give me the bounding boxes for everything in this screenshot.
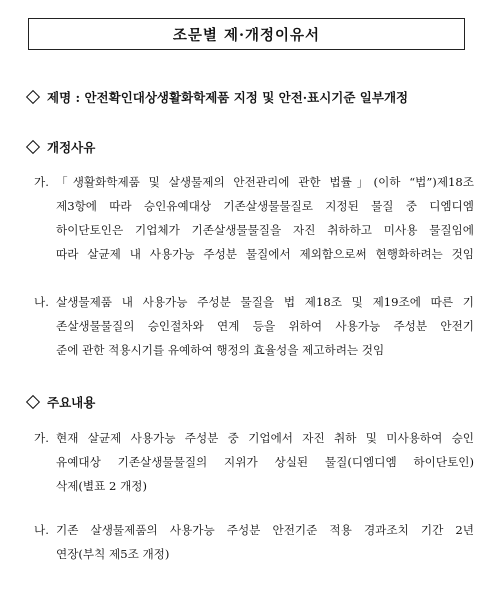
item-line: 유예대상 기존살생물물질의 지위가 상실된 물질(디엠디엠 하이단토인) — [56, 455, 474, 469]
document-title: 조문별 제·개정이유서 — [172, 26, 321, 44]
contents-heading-label: 주요내용 — [47, 395, 96, 410]
item-line: 준에 관한 적용시기를 유예하여 행정의 효율성을 제고하려는 것임 — [56, 343, 385, 357]
document-title-box — [28, 18, 465, 50]
diamond-bullet-icon — [26, 90, 40, 104]
item-line: 존살생물물질의 승인절차와 연계 등을 위하여 사용가능 주성분 안전기 — [56, 319, 474, 333]
item-marker: 나. — [34, 295, 49, 309]
item-line: 따라 살균제 내 사용가능 주성분 물질에서 제외함으로써 현행화하려는 것임 — [56, 247, 474, 261]
item-line: 연장(부칙 제5조 개정) — [56, 547, 170, 561]
contents-heading — [26, 393, 95, 411]
item-line: 하이단토인은 기업체가 기존살생물물질을 자진 취하하고 미사용 물질임에 — [56, 223, 474, 237]
item-marker: 가. — [34, 431, 49, 445]
item-line: 현재 살균제 사용가능 주성분 중 기업에서 자진 취하 및 미사용하여 승인 — [56, 431, 474, 445]
item-line: 「생활화학제품 및 살생물제의 안전관리에 관한 법률」(이하 “법”)제18조 — [56, 175, 474, 189]
item-line: 살생물제품 내 사용가능 주성분 물질을 법 제18조 및 제19조에 따른 기 — [56, 295, 474, 309]
diamond-bullet-icon — [26, 140, 40, 154]
item-line: 삭제(별표 2 개정) — [56, 479, 147, 493]
diamond-bullet-icon — [26, 395, 40, 409]
subject-heading — [26, 88, 408, 106]
item-line: 제3항에 따라 승인유예대상 기존살생물물질로 지정된 물질 중 디엠디엠 — [56, 199, 474, 213]
item-marker: 가. — [34, 175, 49, 189]
item-line: 기존 살생물제품의 사용가능 주성분 안전기준 적용 경과조치 기간 2년 — [56, 523, 474, 537]
reasons-heading-label: 개정사유 — [47, 140, 96, 155]
subject-text: 제명 : 안전확인대상생활화학제품 지정 및 안전·표시기준 일부개정 — [47, 90, 409, 105]
item-marker: 나. — [34, 523, 49, 537]
reasons-heading — [26, 138, 95, 156]
